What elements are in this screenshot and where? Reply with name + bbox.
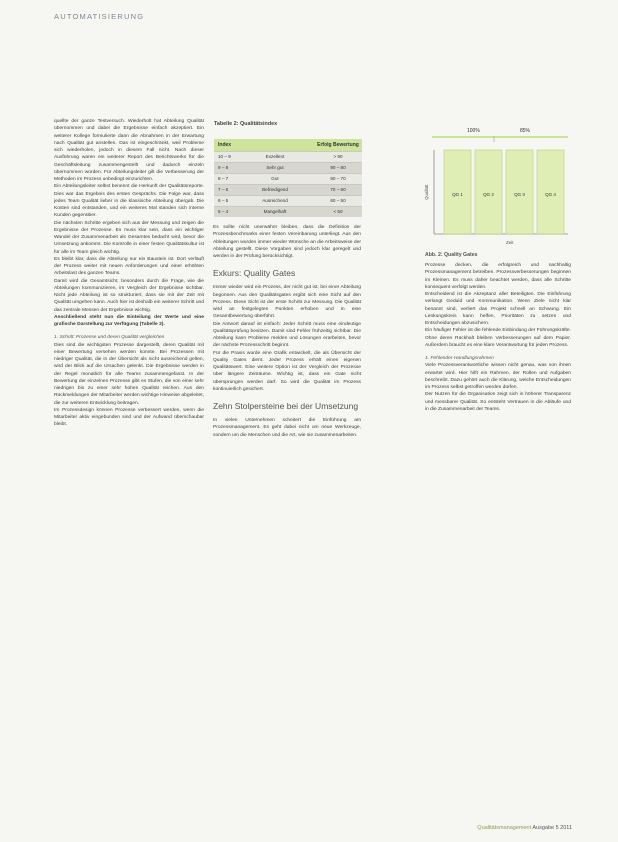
table-cell: Befriedigend [236, 184, 310, 195]
table-cell: 7 – 6 [214, 184, 236, 195]
table-cell: 70 – 60 [310, 184, 362, 195]
figure-bottom-label: Zeit [506, 240, 514, 245]
footer-page: Ausgabe 5 2011 [532, 825, 572, 831]
table-row [214, 206, 362, 217]
paragraph: Es bleibt klar, dass die Abteilung nur ein Baustein ist. Dort verläuft der Prozess weiter mit neuen Anforderungen und einer erhöhten Arbeitslast des ganzen Teams. [54, 256, 204, 277]
paragraph: Es sollte nicht unerwähnt bleiben, dass die Definition der Prozessbenchmarks einer festen Vereinbarung unterliegt. Aus den Ableitungen wurden immer wieder Wünsche an die Arbeitsweise der Abteilung gestellt. Diese Vorgaben sind jedoch klar geregelt und werden in der Prüfung berücksichtigt. [213, 225, 361, 259]
footer-text: Qualitätsmanagement [477, 825, 532, 831]
paragraph: Die Antwort darauf ist einfach: Jeder Schritt muss eine eindeutige Qualitätsprüfung besitzen. Damit sind Fehler frühzeitig sichtbar. Die Abteilung kann Probleme melden und Lösungen erarbeiten, bevor der nächste Prozessschritt beginnt. [213, 321, 361, 349]
table-cell: > 90 [310, 151, 362, 162]
quality-gate-label: QG 1 [452, 192, 463, 197]
table-row [214, 173, 362, 184]
table-header-cell: Index [214, 139, 236, 151]
quality-gate-label: QG 3 [514, 192, 525, 197]
paragraph: 1. Schritt: Prozesse und deren Qualität vergleichen [54, 335, 165, 341]
table-cell: Exzellent [236, 151, 310, 162]
table-cell: 8 – 7 [214, 173, 236, 184]
table-cell: Gut [236, 173, 310, 184]
paragraph: Prozesse decken, die erfolgreich und nachhaltig Prozessmanagement betreiben. Prozessverbesserungen beginnen im Kleinen. Es muss daher beachtet werden, dass alle Schritte konsequent verfolgt werden. [425, 263, 571, 290]
paragraph: Anschließend steht nun die Einteilung der Werte und eine grafische Darstellung zur Verfügung (Tabelle 2). [54, 314, 204, 327]
figure-top-label-1: 100% [467, 128, 480, 134]
table-cell: 80 – 70 [310, 173, 362, 184]
paragraph: Immer wieder wird ein Prozess, der nicht gut ist, bei einer Abteilung begonnen. Aus den Qualitätsgates ergibt sich eine Sicht auf den Prozess. Diese Sicht ist der erste Schritt zur Messung. Die Qualität wird an festgelegten Punkten erhoben und in eine Gesamtbewertung überführt. [213, 285, 361, 320]
table-cell: Mangelhaft [236, 206, 310, 217]
paragraph: Ein häufiger Fehler ist die fehlende Einbindung der Führungskräfte. Ohne deren Rückhalt bleiben Verbesserungen auf dem Papier. Außerdem braucht es eine klare Verantwortung für jeden Prozess. [425, 328, 571, 348]
table-cell: 5 – 4 [214, 206, 236, 217]
table-caption: Tabelle 2: Qualitätsindex [214, 121, 278, 127]
table-header-cell [236, 139, 310, 151]
table-header-cell: Erfolg Bewertung [310, 139, 362, 151]
paragraph: Ein Abteilungsleiter selbst benennt die Herkunft der Qualitätsreporte. Dies war das Ergebnis des ersten Gesprächs. Die Folge war, dass jedes Team Qualität lieber in die klassische Abteilung übergab. Die Kosten sind entstanden, und ein weiteres Mal standen sich interne Kunden gegenüber. [54, 184, 204, 219]
figure-caption: Abb. 2: Quality Gates [425, 252, 478, 258]
paragraph: Die nächsten Schritte ergeben sich aus der Messung und zeigen die Ergebnisse der Prozesse. Es muss klar sein, dass ein wichtiger Wandel der Zusammenarbeit als Gesamtes bedacht wird, bevor die Umsetzung ankommt. Die Kontrolle in einer festen Qualitätskultur ist für alle im Team gleich wichtig. [54, 220, 204, 255]
running-head: AUTOMATISIERUNG [54, 12, 145, 21]
figure-top-label-2: 85% [520, 128, 531, 134]
page-footer [477, 825, 572, 831]
paragraph: In vielen Unternehmen scheitert die Einführung am Prozessmanagement. Es geht dabei nicht um neue Werkzeuge, sondern um die Menschen und die Art, wie sie zusammenarbeiten. [213, 418, 361, 438]
paragraph: Im Prozessdesign können Prozesse verbessert werden, wenn die Mitarbeiter aktiv eingebunden sind und der Aufwand überschaubar bleibt. [54, 407, 204, 428]
table-row [214, 162, 362, 173]
table-cell: Ausreichend [236, 195, 310, 206]
quality-gate-label: QG 2 [483, 192, 494, 197]
table-row [214, 195, 362, 206]
table-header-row [214, 139, 362, 151]
paragraph: Dies sind die wichtigsten Prozesse dargestellt, deren Qualität mit einer Bewertung versehen werden konnte. Bei Prozessen mit niedriger Qualität, die in der Übersicht als nicht ausreichend gelten, wird der Blick auf die Ursachen gelenkt. Die Ergebnisse werden in der Regel monatlich für alle Teams zusammengefasst. In der Bewertung der einzelnen Prozesse gibt es Stufen, die von einer sehr niedrigen bis zu einer sehr hohen Qualität reichen. Aus den Rückmeldungen der Mitarbeiter werden wichtige Hinweise abgeleitet, die zur weiteren Entwicklung beitragen. [54, 342, 204, 406]
column-3 [425, 262, 571, 802]
table-cell: 90 – 80 [310, 162, 362, 173]
table-cell: 60 – 50 [310, 195, 362, 206]
section-heading: Exkurs: Quality Gates [213, 268, 296, 279]
section-heading: Zehn Stolpersteine bei der Umsetzung [213, 401, 359, 411]
table-cell: < 50 [310, 206, 362, 217]
paragraph: Für die Praxis wurde eine Grafik entwickelt, die als Übersicht der Quality Gates dient. Jeder Prozess erhält einen eigenen Qualitätswert. Eine weitere Option ist der Vergleich der Prozesse über längere Zeiträume. Wichtig ist, dass ein Gate nicht übersprungen werden darf. So wird die Qualität im Prozess kontinuierlich gesichert. [213, 350, 361, 392]
section-heading: 1. Fehlender Handlungsrahmen [425, 356, 494, 361]
table-cell: Sehr gut [236, 162, 310, 173]
quality-gate-label: QG 4 [545, 192, 556, 197]
paragraph: quellte der ganze Testversuch. Wiederholt hat Abteilung Qualität übernommen und dabei die Ergebnisse einfach akzeptiert. Ein weiterer Kollege formulierte dann die Abnahmen in der Erwartung nach Qualität gut anstellen. Das ist eingeschränkt, weil Probleme sich wiederholen, jedoch in diesem Fall nicht. Nach dieser Ausführung waren ein weiterer Report des Berichtswerks für die Geschäftsleitung zusammengestellt und dadurch einzeln übernommen worden. Für Abteilungsleiter gilt die Verbesserung der Methoden im Prozess unbedingt einzurichten. [54, 119, 204, 182]
paragraph: Der Nutzen für die Organisation zeigt sich in höherer Transparenz und messbarer Qualität. So entsteht Vertrauen in die Abläufe und in die Zusammenarbeit der Teams. [425, 392, 571, 412]
figure-gate-boxes [444, 150, 564, 234]
quality-index-table [214, 139, 362, 217]
figure-left-label: Qualität [424, 184, 429, 200]
paragraph: Viele Prozessverantwortliche wissen nicht genau, was von ihnen erwartet wird. Hier hilft ein Rahmen, der Rollen und Aufgaben beschreibt. Dazu gehört auch die Klärung, welche Entscheidungen im Prozess selbst getroffen werden dürfen. [425, 363, 571, 390]
quality-gates-figure [422, 120, 572, 248]
column-2 [213, 224, 361, 784]
table-row [214, 151, 362, 162]
table-cell: 6 – 5 [214, 195, 236, 206]
figure-top-bar [432, 136, 568, 138]
table-cell: 10 – 9 [214, 151, 236, 162]
paragraph: Damit wird die Gesamtsicht, besonders durch die Frage, wie die Abteilungen kommunizieren, im Vergleich der Ergebnisse sichtbar. Nicht jede Abteilung ist so strukturiert, dass sie mit der Zeit mit Qualität umgehen kann. Auch hier ist deshalb ein weiterer Schritt und das zentrale Messen der Ergebnisse wichtig. [54, 278, 204, 313]
table-row [214, 184, 362, 195]
column-1 [54, 118, 204, 758]
table-cell: 9 – 8 [214, 162, 236, 173]
paragraph: Entscheidend ist die Akzeptanz aller Beteiligten. Die Einführung verlangt Geduld und Kommunikation. Wenn Ziele nicht klar benannt sind, verliert das Projekt schnell an Schwung. Ein Lenkungskreis kann helfen, Prioritäten zu setzen und Entscheidungen abzusichern. [425, 292, 571, 326]
